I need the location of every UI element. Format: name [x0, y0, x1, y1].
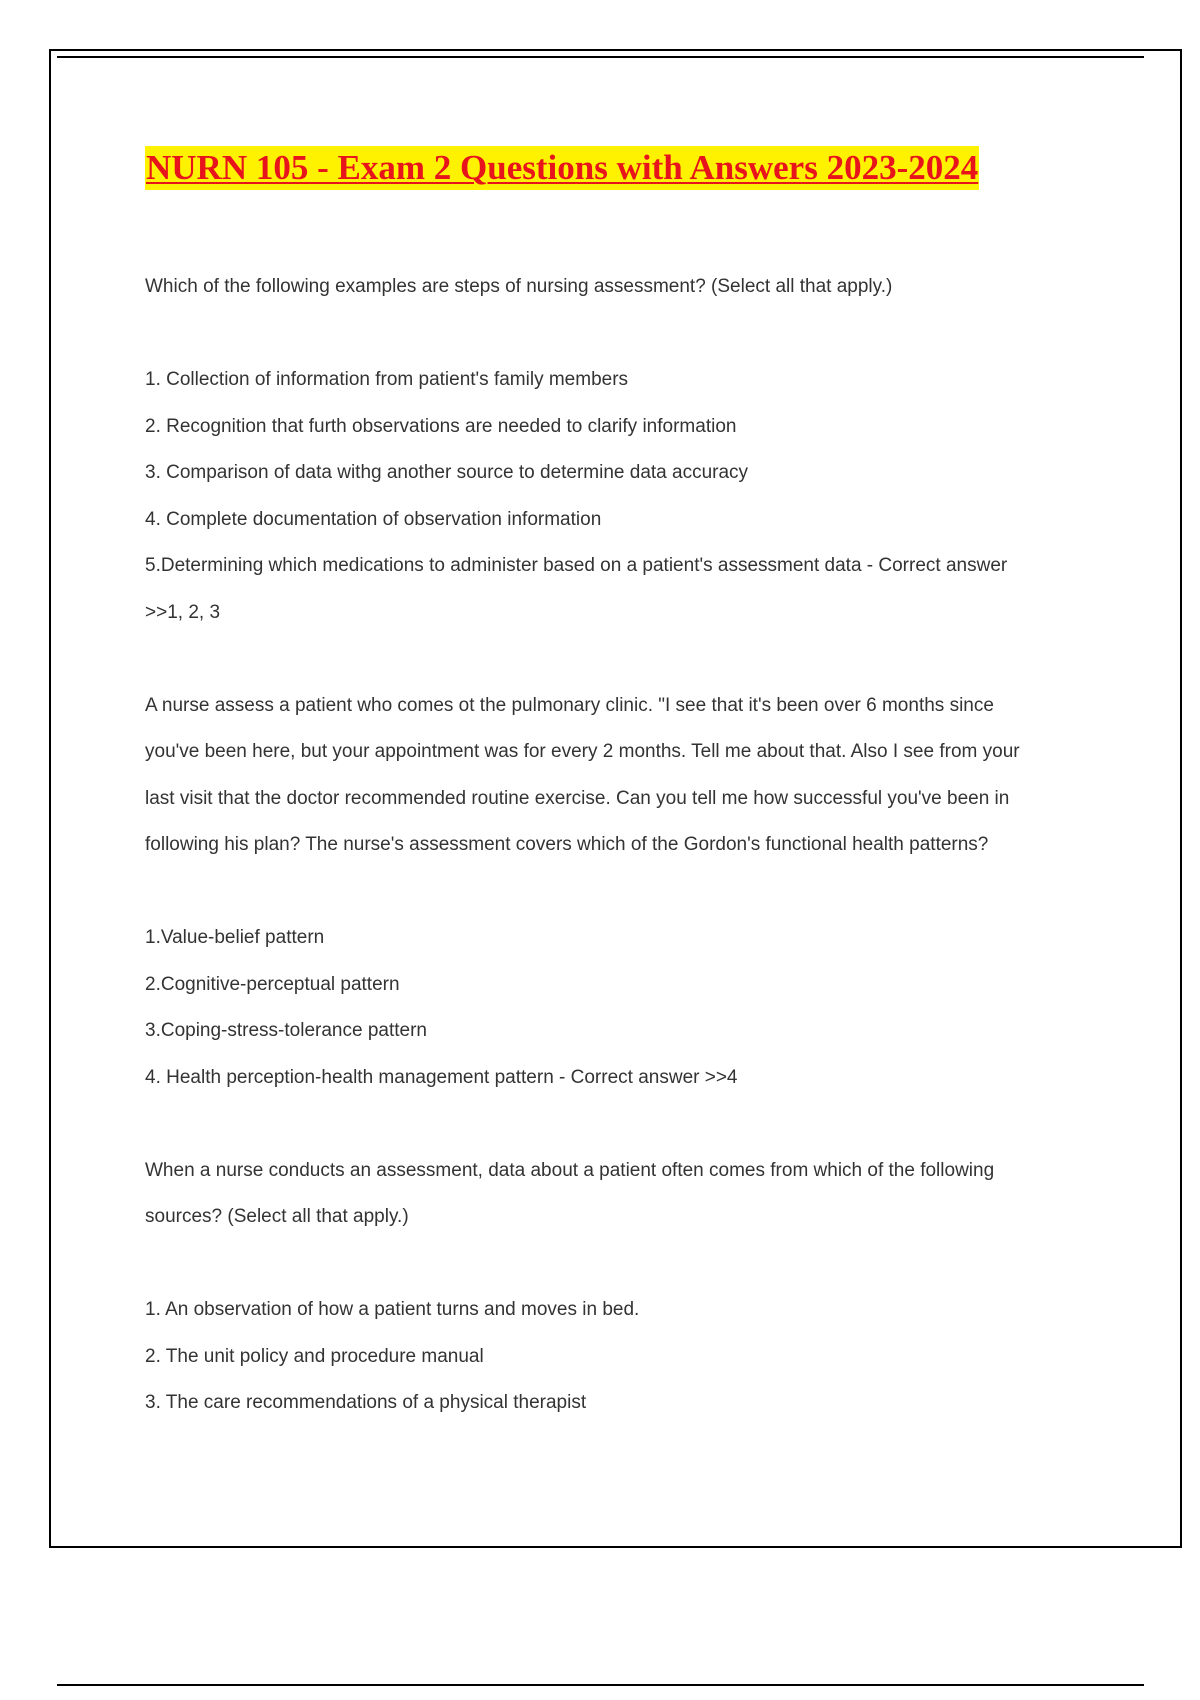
answer-option: 3.Coping-stress-tolerance pattern [145, 1020, 427, 1041]
answer-option: 1. Collection of information from patient's family members [145, 369, 629, 390]
question-3 [145, 1148, 1095, 1427]
answer-option: 3. The care recommendations of a physical therapist [145, 1392, 587, 1413]
answer-option: 2. Recognition that furth observations are needed to clarify information [145, 415, 737, 437]
spacer [145, 1241, 1095, 1288]
correct-answer: >>1, 2, 3 [145, 601, 221, 623]
answer-option: 3. Comparison of data withg another source to determine data accuracy [145, 462, 749, 483]
answer-option: 1.Value-belief pattern [145, 927, 325, 948]
spacer [145, 1101, 1095, 1148]
document-title: NURN 105 - Exam 2 Questions with Answers 2023-2024 [145, 146, 979, 190]
spacer [145, 869, 1095, 916]
question-stem-line: last visit that the doctor recommended routine exercise. Can you tell me how successful you've been in [145, 787, 1010, 809]
answer-option: 2. The unit policy and procedure manual [145, 1345, 484, 1367]
question-stem-line: following his plan? The nurse's assessment covers which of the Gordon's functional health patterns? [145, 834, 989, 855]
question-2 [145, 683, 1095, 1102]
bottom-rule [57, 1684, 1144, 1686]
answer-option: 1. An observation of how a patient turns and moves in bed. [145, 1299, 640, 1320]
answer-option: 4. Complete documentation of observation information [145, 508, 602, 530]
document-body [145, 264, 1095, 1427]
answer-option: 5.Determining which medications to administer based on a patient's assessment data - Correct answer [145, 555, 1008, 576]
question-stem-line: you've been here, but your appointment was for every 2 months. Tell me about that. Also I see from your [145, 741, 1020, 762]
answer-option: 4. Health perception-health management pattern - Correct answer >>4 [145, 1066, 738, 1088]
title-block [145, 146, 979, 190]
spacer [145, 636, 1095, 683]
spacer [145, 311, 1095, 358]
question-1 [145, 264, 1095, 636]
answer-option: 2.Cognitive-perceptual pattern [145, 973, 400, 995]
question-stem-line: When a nurse conducts an assessment, data about a patient often comes from which of the following [145, 1159, 995, 1181]
question-stem-line: Which of the following examples are steps of nursing assessment? (Select all that apply.) [145, 276, 893, 297]
question-stem-line: sources? (Select all that apply.) [145, 1206, 409, 1227]
question-stem-line: A nurse assess a patient who comes ot the pulmonary clinic. "I see that it's been over 6 months since [145, 694, 994, 716]
